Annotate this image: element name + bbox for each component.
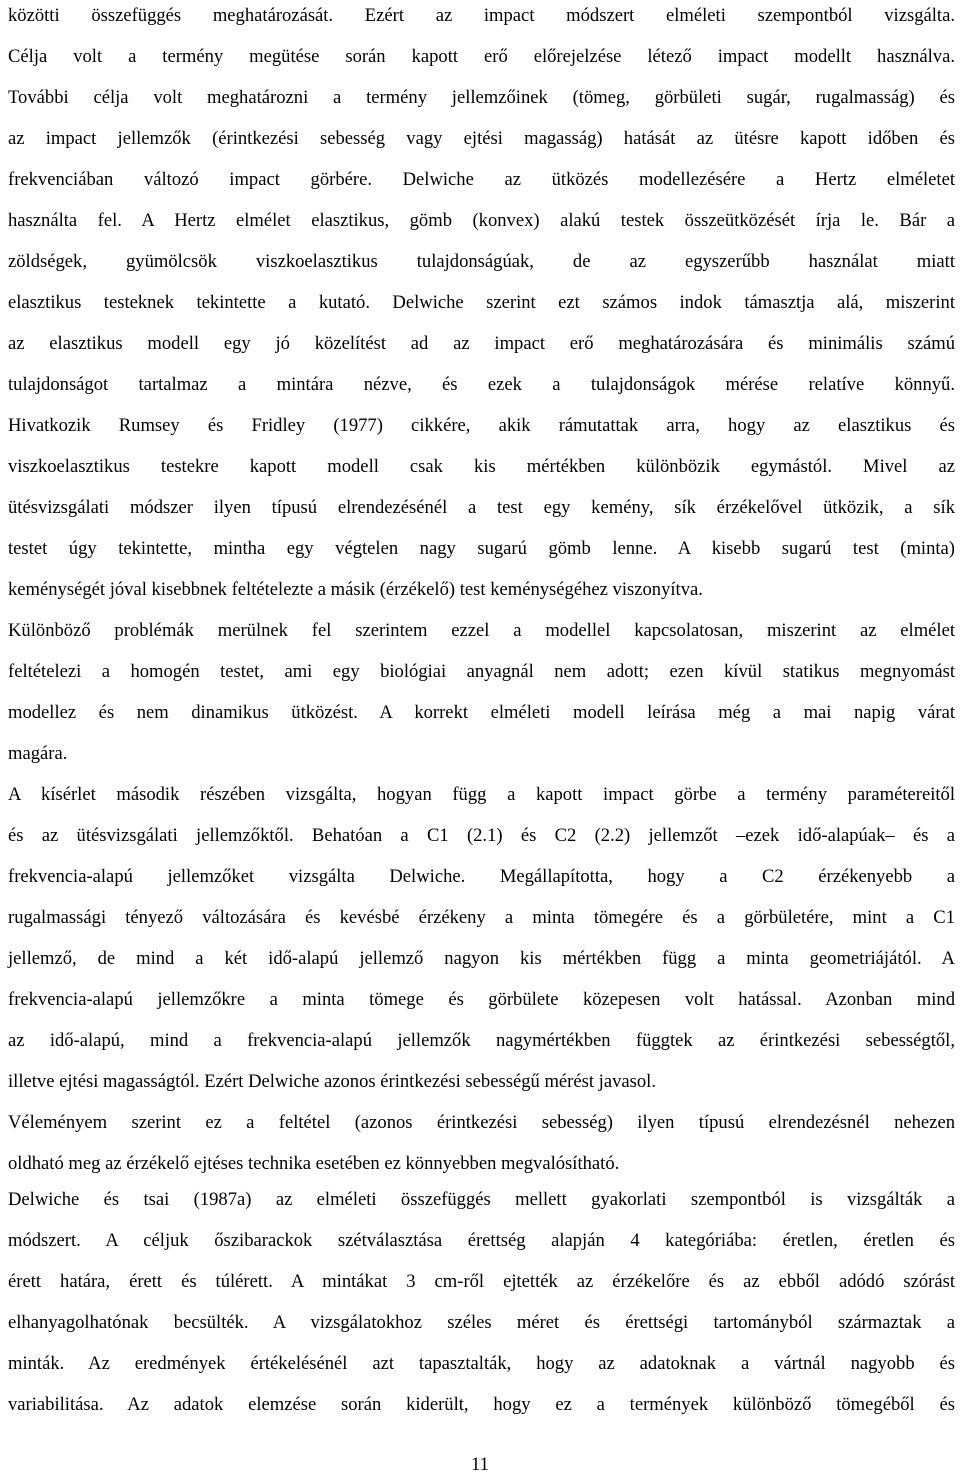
text-line: az elasztikus modell egy jó közelítést ad az impact erő meghatározására és minimális számú	[8, 333, 955, 354]
text-line: Véleményem szerint ez a feltétel (azonos érintkezési sebesség) ilyen típusú elrendezésnél nehezen	[8, 1112, 955, 1133]
body-text-block-1	[8, 3, 955, 1192]
text-line: A kísérlet második részében vizsgálta, hogyan függ a kapott impact görbe a termény paramétereitől	[8, 784, 955, 805]
text-line: viszkoelasztikus testekre kapott modell csak kis mértékben különbözik egymástól. Mivel az	[8, 456, 955, 477]
text-line: Delwiche és tsai (1987a) az elméleti összefüggés mellett gyakorlati szempontból is vizsgálták a	[8, 1189, 955, 1210]
text-line: módszert. A céljuk őszibarackok szétválasztása érettség alapján 4 kategóriába: éretlen, éretlen és	[8, 1230, 955, 1251]
text-line: elhanyagolhatónak becsülték. A vizsgálatokhoz széles méret és érettségi tartományból származtak a	[8, 1312, 955, 1333]
text-line: elasztikus testeknek tekintette a kutató. Delwiche szerint ezt számos indok támasztja alá, miszerint	[8, 292, 955, 313]
page-number: 11	[471, 1454, 489, 1475]
text-line: testet úgy tekintette, mintha egy végtelen nagy sugarú gömb lenne. A kisebb sugarú test (minta)	[8, 538, 955, 559]
body-text-block-2	[8, 1187, 955, 1433]
text-line: ütésvizsgálati módszer ilyen típusú elrendezésénél a test egy kemény, sík érzékelővel ütközik, a sík	[8, 497, 955, 518]
text-line: További célja volt meghatározni a termény jellemzőinek (tömeg, görbületi sugár, rugalmasság) és	[8, 87, 955, 108]
text-line: Különböző problémák merülnek fel szerintem ezzel a modellel kapcsolatosan, miszerint az elmélet	[8, 620, 955, 641]
text-line: keménységét jóval kisebbnek feltételezte a másik (érzékelő) test keménységéhez viszonyítva.	[8, 579, 703, 600]
text-line: frekvenciában változó impact görbére. Delwiche az ütközés modellezésére a Hertz elméletet	[8, 169, 955, 190]
text-line: közötti összefüggés meghatározását. Ezért az impact módszert elméleti szempontból vizsgálta.	[8, 5, 955, 26]
text-line: feltételezi a homogén testet, ami egy biológiai anyagnál nem adott; ezen kívül statikus megnyomást	[8, 661, 955, 682]
text-line: rugalmassági tényező változására és kevésbé érzékeny a minta tömegére és a görbületére, mint a C1	[8, 907, 955, 928]
text-line: minták. Az eredmények értékelésénél azt tapasztalták, hogy az adatoknak a vártnál nagyobb és	[8, 1353, 955, 1374]
text-line: Hivatkozik Rumsey és Fridley (1977) cikkére, akik rámutattak arra, hogy az elasztikus és	[8, 415, 955, 436]
text-line: érett határa, érett és túlérett. A mintákat 3 cm-ről ejtették az érzékelőre és az ebből adódó szórást	[8, 1271, 955, 1292]
text-line: jellemző, de mind a két idő-alapú jellemző nagyon kis mértékben függ a minta geometriájától. A	[8, 948, 955, 969]
text-line: oldható meg az érzékelő ejtéses technika esetében ez könnyebben megvalósítható.	[8, 1153, 620, 1174]
text-line: zöldségek, gyümölcsök viszkoelasztikus tulajdonságúak, de az egyszerűbb használat miatt	[8, 251, 955, 272]
text-line: variabilitása. Az adatok elemzése során kiderült, hogy ez a termények különböző tömegéből és	[8, 1394, 955, 1415]
text-line: frekvencia-alapú jellemzőkre a minta tömege és görbülete közepesen volt hatással. Azonban mind	[8, 989, 955, 1010]
text-line: tulajdonságot tartalmaz a mintára nézve, és ezek a tulajdonságok mérése relatíve könnyű.	[8, 374, 955, 395]
text-line: illetve ejtési magasságtól. Ezért Delwiche azonos érintkezési sebességű mérést javasol.	[8, 1071, 656, 1092]
text-line: modellez és nem dinamikus ütközést. A korrekt elméleti modell leírása még a mai napig várat	[8, 702, 955, 723]
text-line: Célja volt a termény megütése során kapott erő előrejelzése létező impact modellt használva.	[8, 46, 955, 67]
text-line: és az ütésvizsgálati jellemzőktől. Behatóan a C1 (2.1) és C2 (2.2) jellemzőt –ezek idő-alapúak– és a	[8, 825, 955, 846]
text-line: frekvencia-alapú jellemzőket vizsgálta Delwiche. Megállapította, hogy a C2 érzékenyebb a	[8, 866, 955, 887]
text-line: használta fel. A Hertz elmélet elasztikus, gömb (konvex) alakú testek összeütközését írja le. Bár a	[8, 210, 955, 231]
text-line: az idő-alapú, mind a frekvencia-alapú jellemzők nagymértékben függtek az érintkezési sebességtől,	[8, 1030, 955, 1051]
text-line: magára.	[8, 743, 68, 764]
text-line: az impact jellemzők (érintkezési sebesség vagy ejtési magasság) hatását az ütésre kapott időben és	[8, 128, 955, 149]
